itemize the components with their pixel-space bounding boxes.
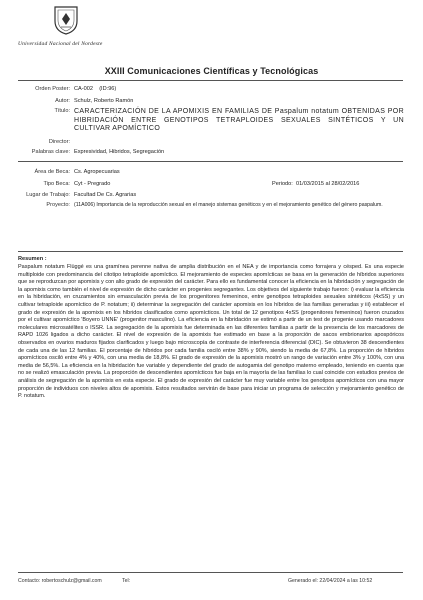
tipo-label: Tipo Beca: bbox=[43, 181, 70, 187]
lugar-value: Facultad De Cs. Agrarias bbox=[74, 192, 137, 198]
metadata-divider bbox=[18, 161, 403, 162]
autor-label: Autor: bbox=[55, 98, 70, 104]
director-label: Director: bbox=[48, 139, 70, 145]
palabras-value: Expresividad, Hibridos, Segregación bbox=[74, 149, 165, 155]
footer-generated: Generado el: 22/04/2024 a las 10:52 bbox=[288, 578, 373, 584]
area-value: Cs. Agropecuarias bbox=[74, 169, 120, 175]
footer-tel bbox=[122, 578, 130, 584]
university-seal-icon bbox=[52, 5, 80, 35]
tipo-value: Cyt - Pregrado bbox=[74, 181, 111, 187]
titulo-value: CARACTERIZACIÓN DE LA APOMIXIS EN FAMILIAS DE Paspalum notatum OBTENIDAS POR HIBRIDACIÓN ENTRE GENOTIPOS TETRAPLOIDES SEXUALES SINTÉTICOS Y UN CULTIVAR APOMÍCTICO bbox=[74, 108, 404, 133]
proyecto-value: (11A006) Importancia de la reproducción sexual en el manejo sistemas genéticos y en el mejoramiento genético del género paspalum. bbox=[74, 202, 383, 208]
orden-label: Orden Poster: bbox=[35, 86, 70, 92]
titulo-label: Título: bbox=[54, 108, 70, 114]
orden-id: (ID:96) bbox=[99, 86, 117, 92]
resumen-divider bbox=[18, 251, 403, 252]
contact-email[interactable]: robertoschulz@gmail.com bbox=[41, 578, 102, 584]
periodo-value: 01/03/2015 al 28/02/2016 bbox=[295, 181, 360, 187]
footer-divider bbox=[18, 572, 403, 573]
palabras-label: Palabras clave: bbox=[31, 149, 70, 155]
event-title: XXIII Comunicaciones Científicas y Tecnológicas bbox=[104, 66, 319, 76]
proyecto-label: Proyecto: bbox=[46, 202, 70, 208]
lugar-label: Lugar de Trabajo: bbox=[26, 192, 70, 198]
contact-label: Contacto: bbox=[18, 578, 41, 584]
university-logo bbox=[18, 5, 128, 47]
tel-label: Tel: bbox=[122, 578, 131, 584]
header-divider bbox=[18, 80, 403, 81]
footer-contact bbox=[18, 578, 102, 584]
periodo-label: Periodo: bbox=[272, 181, 293, 187]
autor-value: Schulz, Roberto Ramón bbox=[74, 98, 134, 104]
area-label: Área de Beca: bbox=[34, 169, 70, 175]
resumen-heading: Resumen : bbox=[18, 256, 47, 262]
institution-name: Universidad Nacional del Nordeste bbox=[18, 41, 103, 47]
orden-value: CA-002 bbox=[74, 86, 93, 92]
resumen-text: Paspalum notatum Flüggé es una gramínea perenne nativa de amplia distribución en el NEA y de importancia como forrajera y césped. Es una especie multiploide con predominancia del citotipo tetraploide apomíctico. El mejoramiento de especies apomícticas se basa en la generación de híbridos superiores que se reproduzcan por apomixis y con alto grado de expresión del carácter. Para ello es fundamental conocer la eficiencia en la hibridación y segregación de la apomixis como también el nivel de expresión de dicho carácter en progenies segregantes. Los objetivos del siguiente trabajo fueron: i) evaluar la eficiencia en la hibridación, en cruzamientos sin emasculación previa de los progenitores femeninos, entre genotipos tetraploides sexuales sintéticos (4xSS) y un cultivar tetraploide apomíctico de P. notatum; ii) determinar la segregación del carácter apomixis en los híbridos de las familias generadas y iii) establecer el grado de expresión de la apomixis en los híbridos clasificados como apomícticos. Un total de 12 genotipos 4xSS (progenitores femeninos) fueron cruzados por el cultivar apomíctico 'Boyero UNNE' (progenitor masculino). La eficiencia en la hibridación se estimó a partir de un test de progenie usando marcadores moleculares microsatélites o ISSR. La segregación de la apomixis fue determinada en las diferentes familias a partir de la presencia de los marcadores de RAPD 1026 ligados a dicho carácter. El nivel de expresión de la apomixis fue estimado en base a la proporción de sacos embrionarios apospóricos observados en ovarios maduros fijados clarificados y luego bajo microscopía de contraste de interferencia diferencial (DIC). Se obtuvieron 38 descendientes de cada una de las 12 familias. El porcentaje de híbridos por cada familia osciló entre 38% y 90%, siendo la media de 67,8%. La proporción de híbridos apomícticos osciló entre 4% y 40%, con una media de 18,8%. El grado de expresión de la apomixis mostró un rango de variación entre 3% y 100%, con una media de 56,5%. La eficiencia en la hibridación fue variable y dependiente del grado de autogamia del genotipo materno empleado, teniendo en cuenta que no se realizó emasculación previa. La proporción de descendientes apomícticos fue baja en la mayoría de las familias lo cual coincide con estudios previos de análisis de segregación de la apomixis en esta especie. El grado de expresión del carácter fue muy variable entre los genotipos apomícticos con una mayor proporción de individuos con niveles altos de apomixis. Estos resultados servirán de base para iniciar un programa de selección y mejoramiento genético de P. notatum. bbox=[18, 264, 404, 400]
